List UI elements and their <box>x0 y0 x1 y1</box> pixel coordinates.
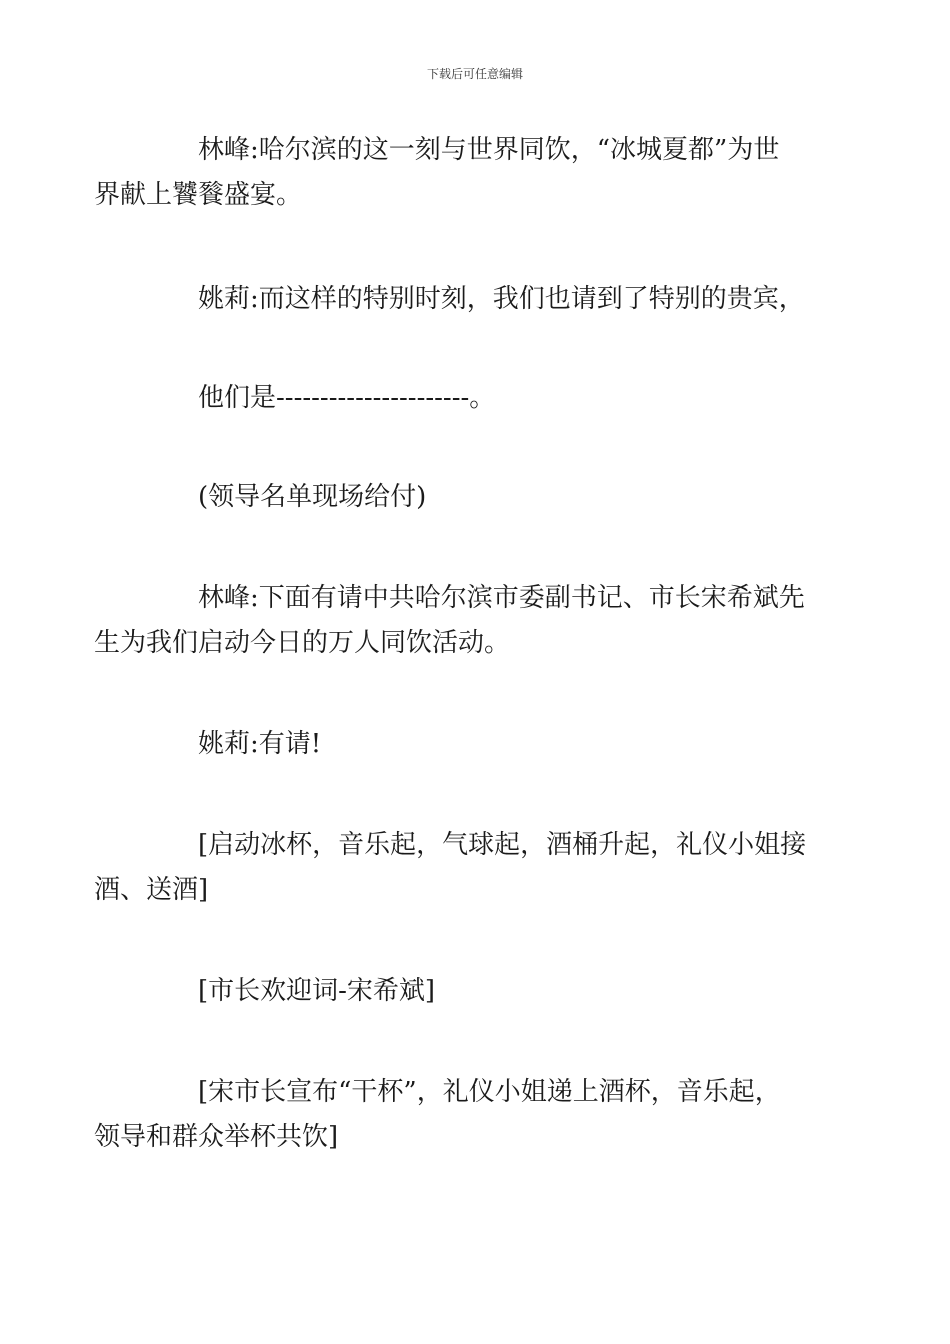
page-header: 下载后可任意编辑 <box>426 67 523 81</box>
stage-note-launch <box>94 823 814 913</box>
paragraph-line: [启动冰杯，音乐起，气球起，酒桶升起，礼仪小姐接 <box>198 830 807 860</box>
paragraph-line: 林峰:下面有请中共哈尔滨市委副书记、市长宋希斌先 <box>198 583 805 613</box>
paragraph-line: [宋市长宣布“干杯”，礼仪小姐递上酒杯，音乐起， <box>198 1077 781 1107</box>
stage-note-toast <box>94 1070 814 1160</box>
paragraph-line: 姚莉:有请! <box>198 729 322 759</box>
dialogue-paragraph-linfeng-2 <box>94 576 814 666</box>
paragraph-line: [市长欢迎词-宋希斌] <box>198 976 436 1006</box>
dialogue-paragraph-yaoli-2 <box>146 722 814 767</box>
stage-note-welcome-speech <box>146 969 814 1014</box>
paragraph-line: 酒、送酒] <box>94 875 209 905</box>
paragraph-line: 界献上饕餮盛宴。 <box>94 180 303 210</box>
paragraph-line: (领导名单现场给付) <box>198 482 427 512</box>
dialogue-paragraph-linfeng-1 <box>94 128 814 218</box>
paragraph-line: 生为我们启动今日的万人同饮活动。 <box>94 628 511 658</box>
paragraph-line: 领导和群众举杯共饮] <box>94 1122 339 1152</box>
stage-note-leader-list <box>146 475 814 520</box>
paragraph-line: 姚莉:而这样的特别时刻，我们也请到了特别的贵宾， <box>198 284 805 314</box>
paragraph-line: 他们是----------------------。 <box>198 383 496 413</box>
paragraph-line: 林峰:哈尔滨的这一刻与世界同饮，“冰城夏都”为世 <box>198 135 780 165</box>
dialogue-paragraph-yaoli-1 <box>146 277 814 322</box>
dialogue-paragraph-guests <box>146 376 814 421</box>
